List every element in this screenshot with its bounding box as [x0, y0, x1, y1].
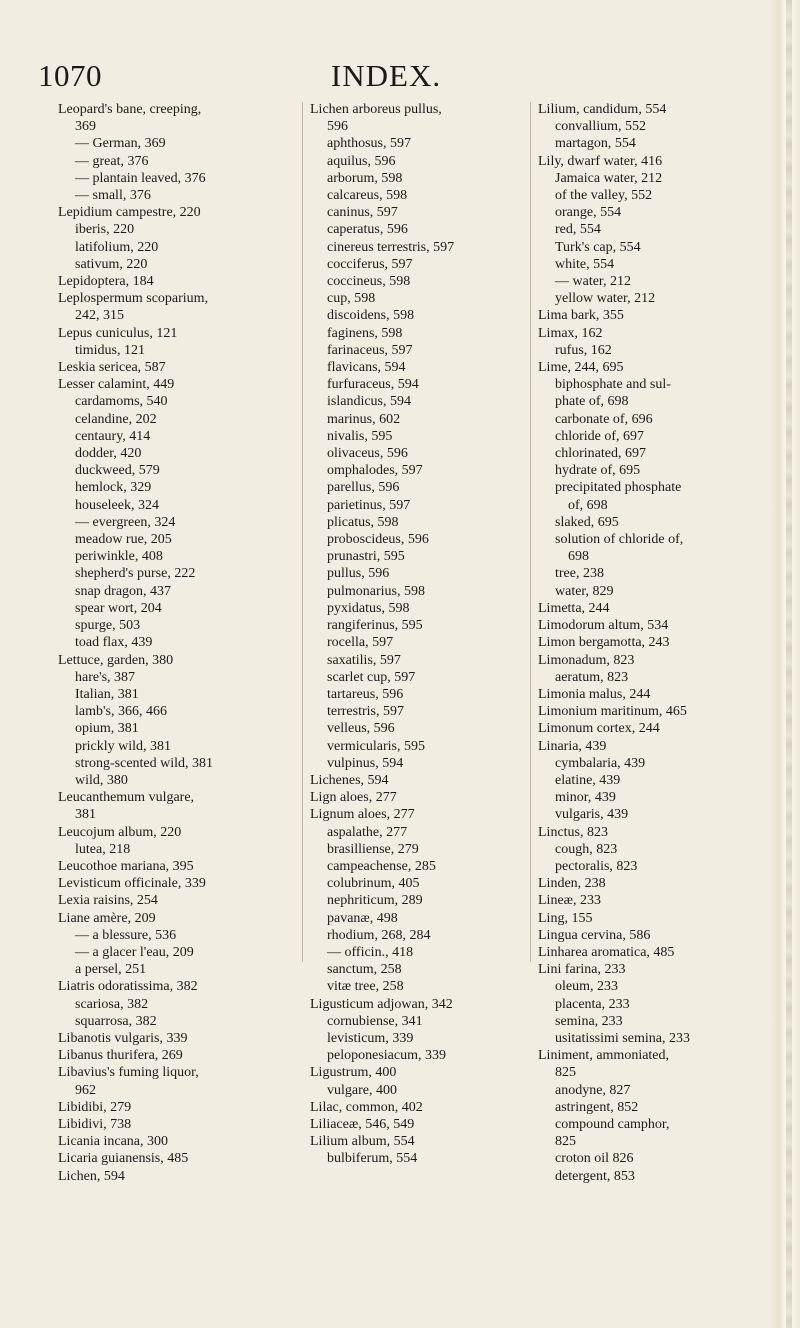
- index-entry: Linharea aromatica, 485: [538, 944, 675, 960]
- index-entry: Leopard's bane, creeping,: [58, 102, 202, 117]
- index-entry: Limonium maritinum, 465: [538, 704, 687, 720]
- index-entry: phate of, 698: [555, 394, 629, 410]
- index-entry: 596: [327, 119, 348, 135]
- index-entry: cough, 823: [555, 841, 618, 857]
- index-entry: proboscideus, 596: [327, 532, 429, 548]
- index-entry: lutea, 218: [75, 841, 131, 857]
- index-entry: 698: [568, 549, 589, 565]
- index-entry: prickly wild, 381: [75, 738, 172, 754]
- index-entry: caninus, 597: [327, 205, 398, 221]
- index-entry: plicatus, 598: [327, 514, 399, 530]
- index-entry: Ling, 155: [538, 910, 593, 926]
- index-entry: scariosa, 382: [75, 996, 149, 1012]
- index-entry: centaury, 414: [75, 428, 151, 444]
- index-entry: brasilliense, 279: [327, 841, 419, 857]
- index-entry: bulbiferum, 554: [327, 1151, 418, 1167]
- index-entry: toad flax, 439: [75, 635, 153, 651]
- index-entry: aeratum, 823: [555, 669, 629, 685]
- index-entry: rocella, 597: [327, 635, 394, 651]
- index-entry: marinus, 602: [327, 411, 401, 427]
- index-entry: Lime, 244, 695: [538, 360, 624, 376]
- index-entry: anodyne, 827: [555, 1082, 631, 1098]
- index-entry: saxatilis, 597: [327, 652, 401, 668]
- index-entry: snap dragon, 437: [75, 583, 172, 599]
- index-entry: cornubiense, 341: [327, 1013, 423, 1029]
- column-rule: [302, 102, 303, 962]
- index-entry: Jamaica water, 212: [555, 170, 663, 186]
- index-entry: Lingua cervina, 586: [538, 927, 651, 943]
- index-entry: Leucothoe mariana, 395: [58, 858, 194, 874]
- index-entry: cymbalaria, 439: [555, 755, 646, 771]
- index-entry: calcareus, 598: [327, 188, 408, 204]
- index-entry: water, 829: [555, 583, 614, 599]
- index-entry: Lichen, 594: [58, 1168, 125, 1184]
- index-entry: faginens, 598: [327, 325, 403, 341]
- index-entry: Italian, 381: [75, 686, 139, 702]
- page-edge: [770, 0, 800, 1328]
- running-head: INDEX.: [330, 58, 442, 93]
- index-entry: 825: [555, 1134, 576, 1150]
- index-entry: olivaceus, 596: [327, 446, 408, 462]
- index-entry: dodder, 420: [75, 446, 142, 462]
- index-entry: Lesser calamint, 449: [58, 377, 175, 393]
- index-entry: strong-scented wild, 381: [75, 755, 214, 771]
- index-entry: furfuraceus, 594: [327, 377, 419, 393]
- index-column-2: [310, 101, 538, 1168]
- index-entry: martagon, 554: [555, 136, 636, 152]
- index-entry: Levisticum officinale, 339: [58, 876, 206, 892]
- index-entry: vitæ tree, 258: [327, 979, 404, 995]
- index-entry: discoidens, 598: [327, 308, 415, 324]
- index-entry: Lepidoptera, 184: [58, 274, 154, 290]
- index-entry: — German, 369: [75, 136, 166, 152]
- index-entry: Libanus thurifera, 269: [58, 1048, 183, 1064]
- index-entry: chloride of, 697: [555, 428, 645, 444]
- index-entry: 962: [75, 1082, 96, 1098]
- index-entry: Libidivi, 738: [58, 1116, 132, 1132]
- index-entry: solution of chloride of,: [555, 532, 684, 548]
- index-entry: flavicans, 594: [327, 360, 406, 376]
- index-entry: spear wort, 204: [75, 600, 162, 616]
- index-entry: carbonate of, 696: [555, 411, 653, 427]
- index-entry: Licania incana, 300: [58, 1134, 169, 1150]
- index-column-1: [58, 101, 296, 1185]
- index-entry: sativum, 220: [75, 256, 148, 272]
- index-entry: vulgare, 400: [327, 1082, 397, 1098]
- index-entry: Linden, 238: [538, 876, 606, 892]
- index-entry: Liane amère, 209: [58, 910, 156, 926]
- index-entry: prunastri, 595: [327, 549, 405, 565]
- index-entry: parietinus, 597: [327, 497, 411, 513]
- index-entry: Lexia raisins, 254: [58, 893, 158, 909]
- index-entry: of the valley, 552: [555, 188, 653, 204]
- index-entry: Lichen arboreus pullus,: [310, 102, 442, 117]
- index-entry: Limonia malus, 244: [538, 686, 651, 702]
- index-entry: Licaria guianensis, 485: [58, 1151, 189, 1167]
- index-entry: vulgaris, 439: [555, 807, 629, 823]
- index-entry: chlorinated, 697: [555, 446, 646, 462]
- index-entry: a persel, 251: [75, 962, 147, 978]
- index-entry: — great, 376: [75, 153, 149, 169]
- index-entry: white, 554: [555, 256, 615, 272]
- index-entry: Lichenes, 594: [310, 772, 389, 788]
- index-entry: celandine, 202: [75, 411, 157, 427]
- index-entry: 825: [555, 1065, 576, 1081]
- index-entry: aphthosus, 597: [327, 136, 411, 152]
- index-entry: Lettuce, garden, 380: [58, 652, 174, 668]
- index-entry: Lepus cuniculus, 121: [58, 325, 178, 341]
- index-entry: croton oil 826: [555, 1151, 634, 1167]
- index-entry: Lilium, candidum, 554: [538, 102, 667, 117]
- index-entry: Lepidium campestre, 220: [58, 205, 201, 221]
- index-entry: wild, 380: [75, 772, 128, 788]
- index-entry: peloponesiacum, 339: [327, 1048, 446, 1064]
- index-entry: slaked, 695: [555, 514, 619, 530]
- index-entry: coccineus, 598: [327, 274, 411, 290]
- index-entry: hydrate of, 695: [555, 463, 641, 479]
- index-entry: — plantain leaved, 376: [75, 170, 206, 186]
- index-entry: detergent, 853: [555, 1168, 635, 1184]
- index-entry: Liatris odoratissima, 382: [58, 979, 198, 995]
- index-entry: Lilium album, 554: [310, 1134, 415, 1150]
- index-entry: placenta, 233: [555, 996, 630, 1012]
- index-entry: cardamoms, 540: [75, 394, 168, 410]
- index-entry: Leucojum album, 220: [58, 824, 182, 840]
- index-entry: Lign aloes, 277: [310, 790, 397, 806]
- index-entry: tartareus, 596: [327, 686, 404, 702]
- index-entry: — officin., 418: [327, 944, 414, 960]
- index-entry: houseleek, 324: [75, 497, 159, 513]
- index-entry: pullus, 596: [327, 566, 390, 582]
- index-entry: islandicus, 594: [327, 394, 411, 410]
- index-entry: velleus, 596: [327, 721, 395, 737]
- index-entry: pyxidatus, 598: [327, 600, 410, 616]
- index-entry: vulpinus, 594: [327, 755, 404, 771]
- index-entry: biphosphate and sul-: [555, 377, 671, 393]
- index-entry: tree, 238: [555, 566, 604, 582]
- index-entry: Libanotis vulgaris, 339: [58, 1030, 188, 1046]
- index-entry: 369: [75, 119, 96, 135]
- index-entry: Limonum cortex, 244: [538, 721, 660, 737]
- index-entry: Lily, dwarf water, 416: [538, 153, 663, 169]
- index-entry: elatine, 439: [555, 772, 621, 788]
- index-entry: iberis, 220: [75, 222, 135, 238]
- index-entry: Leplospermum scoparium,: [58, 291, 209, 307]
- index-entry: cocciferus, 597: [327, 256, 413, 272]
- index-entry: cinereus terrestris, 597: [327, 239, 455, 255]
- index-entry: Limonadum, 823: [538, 652, 635, 668]
- index-entry: pavanæ, 498: [327, 910, 398, 926]
- index-entry: aquilus, 596: [327, 153, 396, 169]
- index-entry: Limodorum altum, 534: [538, 618, 669, 634]
- index-entry: 381: [75, 807, 96, 823]
- index-entry: nivalis, 595: [327, 428, 393, 444]
- index-entry: arborum, 598: [327, 170, 403, 186]
- index-entry: meadow rue, 205: [75, 532, 172, 548]
- index-entry: terrestris, 597: [327, 704, 404, 720]
- index-entry: farinaceus, 597: [327, 342, 413, 358]
- index-entry: Linctus, 823: [538, 824, 608, 840]
- index-entry: squarrosa, 382: [75, 1013, 157, 1029]
- index-entry: 242, 315: [75, 308, 124, 324]
- index-entry: Liniment, ammoniated,: [538, 1048, 670, 1064]
- index-entry: — a blessure, 536: [75, 927, 177, 943]
- index-entry: periwinkle, 408: [75, 549, 163, 565]
- index-entry: — water, 212: [555, 274, 632, 290]
- index-entry: spurge, 503: [75, 618, 141, 634]
- page-edge-shadow: [786, 0, 792, 1328]
- index-entry: nephriticum, 289: [327, 893, 423, 909]
- index-entry: Turk's cap, 554: [555, 239, 641, 255]
- index-entry: astringent, 852: [555, 1099, 639, 1115]
- index-entry: compound camphor,: [555, 1116, 670, 1132]
- index-entry: — evergreen, 324: [75, 514, 176, 530]
- index-entry: latifolium, 220: [75, 239, 159, 255]
- index-entry: Linaria, 439: [538, 738, 607, 754]
- index-entry: pulmonarius, 598: [327, 583, 425, 599]
- index-entry: oleum, 233: [555, 979, 618, 995]
- index-entry: sanctum, 258: [327, 962, 402, 978]
- index-entry: caperatus, 596: [327, 222, 408, 238]
- index-entry: pectoralis, 823: [555, 858, 638, 874]
- index-entry: Lilac, common, 402: [310, 1099, 423, 1115]
- index-entry: semina, 233: [555, 1013, 623, 1029]
- index-entry: shepherd's purse, 222: [75, 566, 196, 582]
- index-entry: Lima bark, 355: [538, 308, 624, 324]
- index-entry: Ligusticum adjowan, 342: [310, 996, 453, 1012]
- index-entry: Leskia sericea, 587: [58, 360, 166, 376]
- index-entry: rhodium, 268, 284: [327, 927, 431, 943]
- index-entry: Lini farina, 233: [538, 962, 626, 978]
- index-entry: of, 698: [568, 497, 608, 513]
- index-entry: opium, 381: [75, 721, 139, 737]
- index-entry: timidus, 121: [75, 342, 146, 358]
- index-entry: duckweed, 579: [75, 463, 160, 479]
- page-number: 1070: [38, 58, 102, 93]
- index-entry: Libidibi, 279: [58, 1099, 132, 1115]
- page-header: [0, 56, 770, 96]
- index-entry: hemlock, 329: [75, 480, 152, 496]
- index-entry: omphalodes, 597: [327, 463, 423, 479]
- index-column-3: [538, 101, 770, 1185]
- index-entry: lamb's, 366, 466: [75, 704, 167, 720]
- index-entry: rangiferinus, 595: [327, 618, 423, 634]
- index-entry: Limetta, 244: [538, 600, 610, 616]
- index-entry: vermicularis, 595: [327, 738, 425, 754]
- index-entry: precipitated phosphate: [555, 480, 682, 496]
- index-entry: Liliaceæ, 546, 549: [310, 1116, 415, 1132]
- index-entry: yellow water, 212: [555, 291, 656, 307]
- index-entry: rufus, 162: [555, 342, 612, 358]
- index-entry: parellus, 596: [327, 480, 400, 496]
- index-entry: minor, 439: [555, 790, 616, 806]
- index-entry: scarlet cup, 597: [327, 669, 416, 685]
- index-entry: Lineæ, 233: [538, 893, 601, 909]
- index-entry: cup, 598: [327, 291, 376, 307]
- index-entry: campeachense, 285: [327, 858, 436, 874]
- index-entry: Ligustrum, 400: [310, 1065, 397, 1081]
- index-entry: — a glacer l'eau, 209: [75, 944, 194, 960]
- index-entry: Limax, 162: [538, 325, 603, 341]
- index-entry: levisticum, 339: [327, 1030, 414, 1046]
- index-entry: colubrinum, 405: [327, 876, 420, 892]
- index-entry: Limon bergamotta, 243: [538, 635, 670, 651]
- index-entry: usitatissimi semina, 233: [555, 1030, 690, 1046]
- index-entry: red, 554: [555, 222, 601, 238]
- index-entry: — small, 376: [75, 188, 151, 204]
- index-entry: Lignum aloes, 277: [310, 807, 415, 823]
- index-entry: Leucanthemum vulgare,: [58, 790, 195, 806]
- index-entry: Libavius's fuming liquor,: [58, 1065, 199, 1081]
- index-entry: orange, 554: [555, 205, 622, 221]
- index-entry: hare's, 387: [75, 669, 136, 685]
- index-entry: aspalathe, 277: [327, 824, 408, 840]
- index-entry: convallium, 552: [555, 119, 646, 135]
